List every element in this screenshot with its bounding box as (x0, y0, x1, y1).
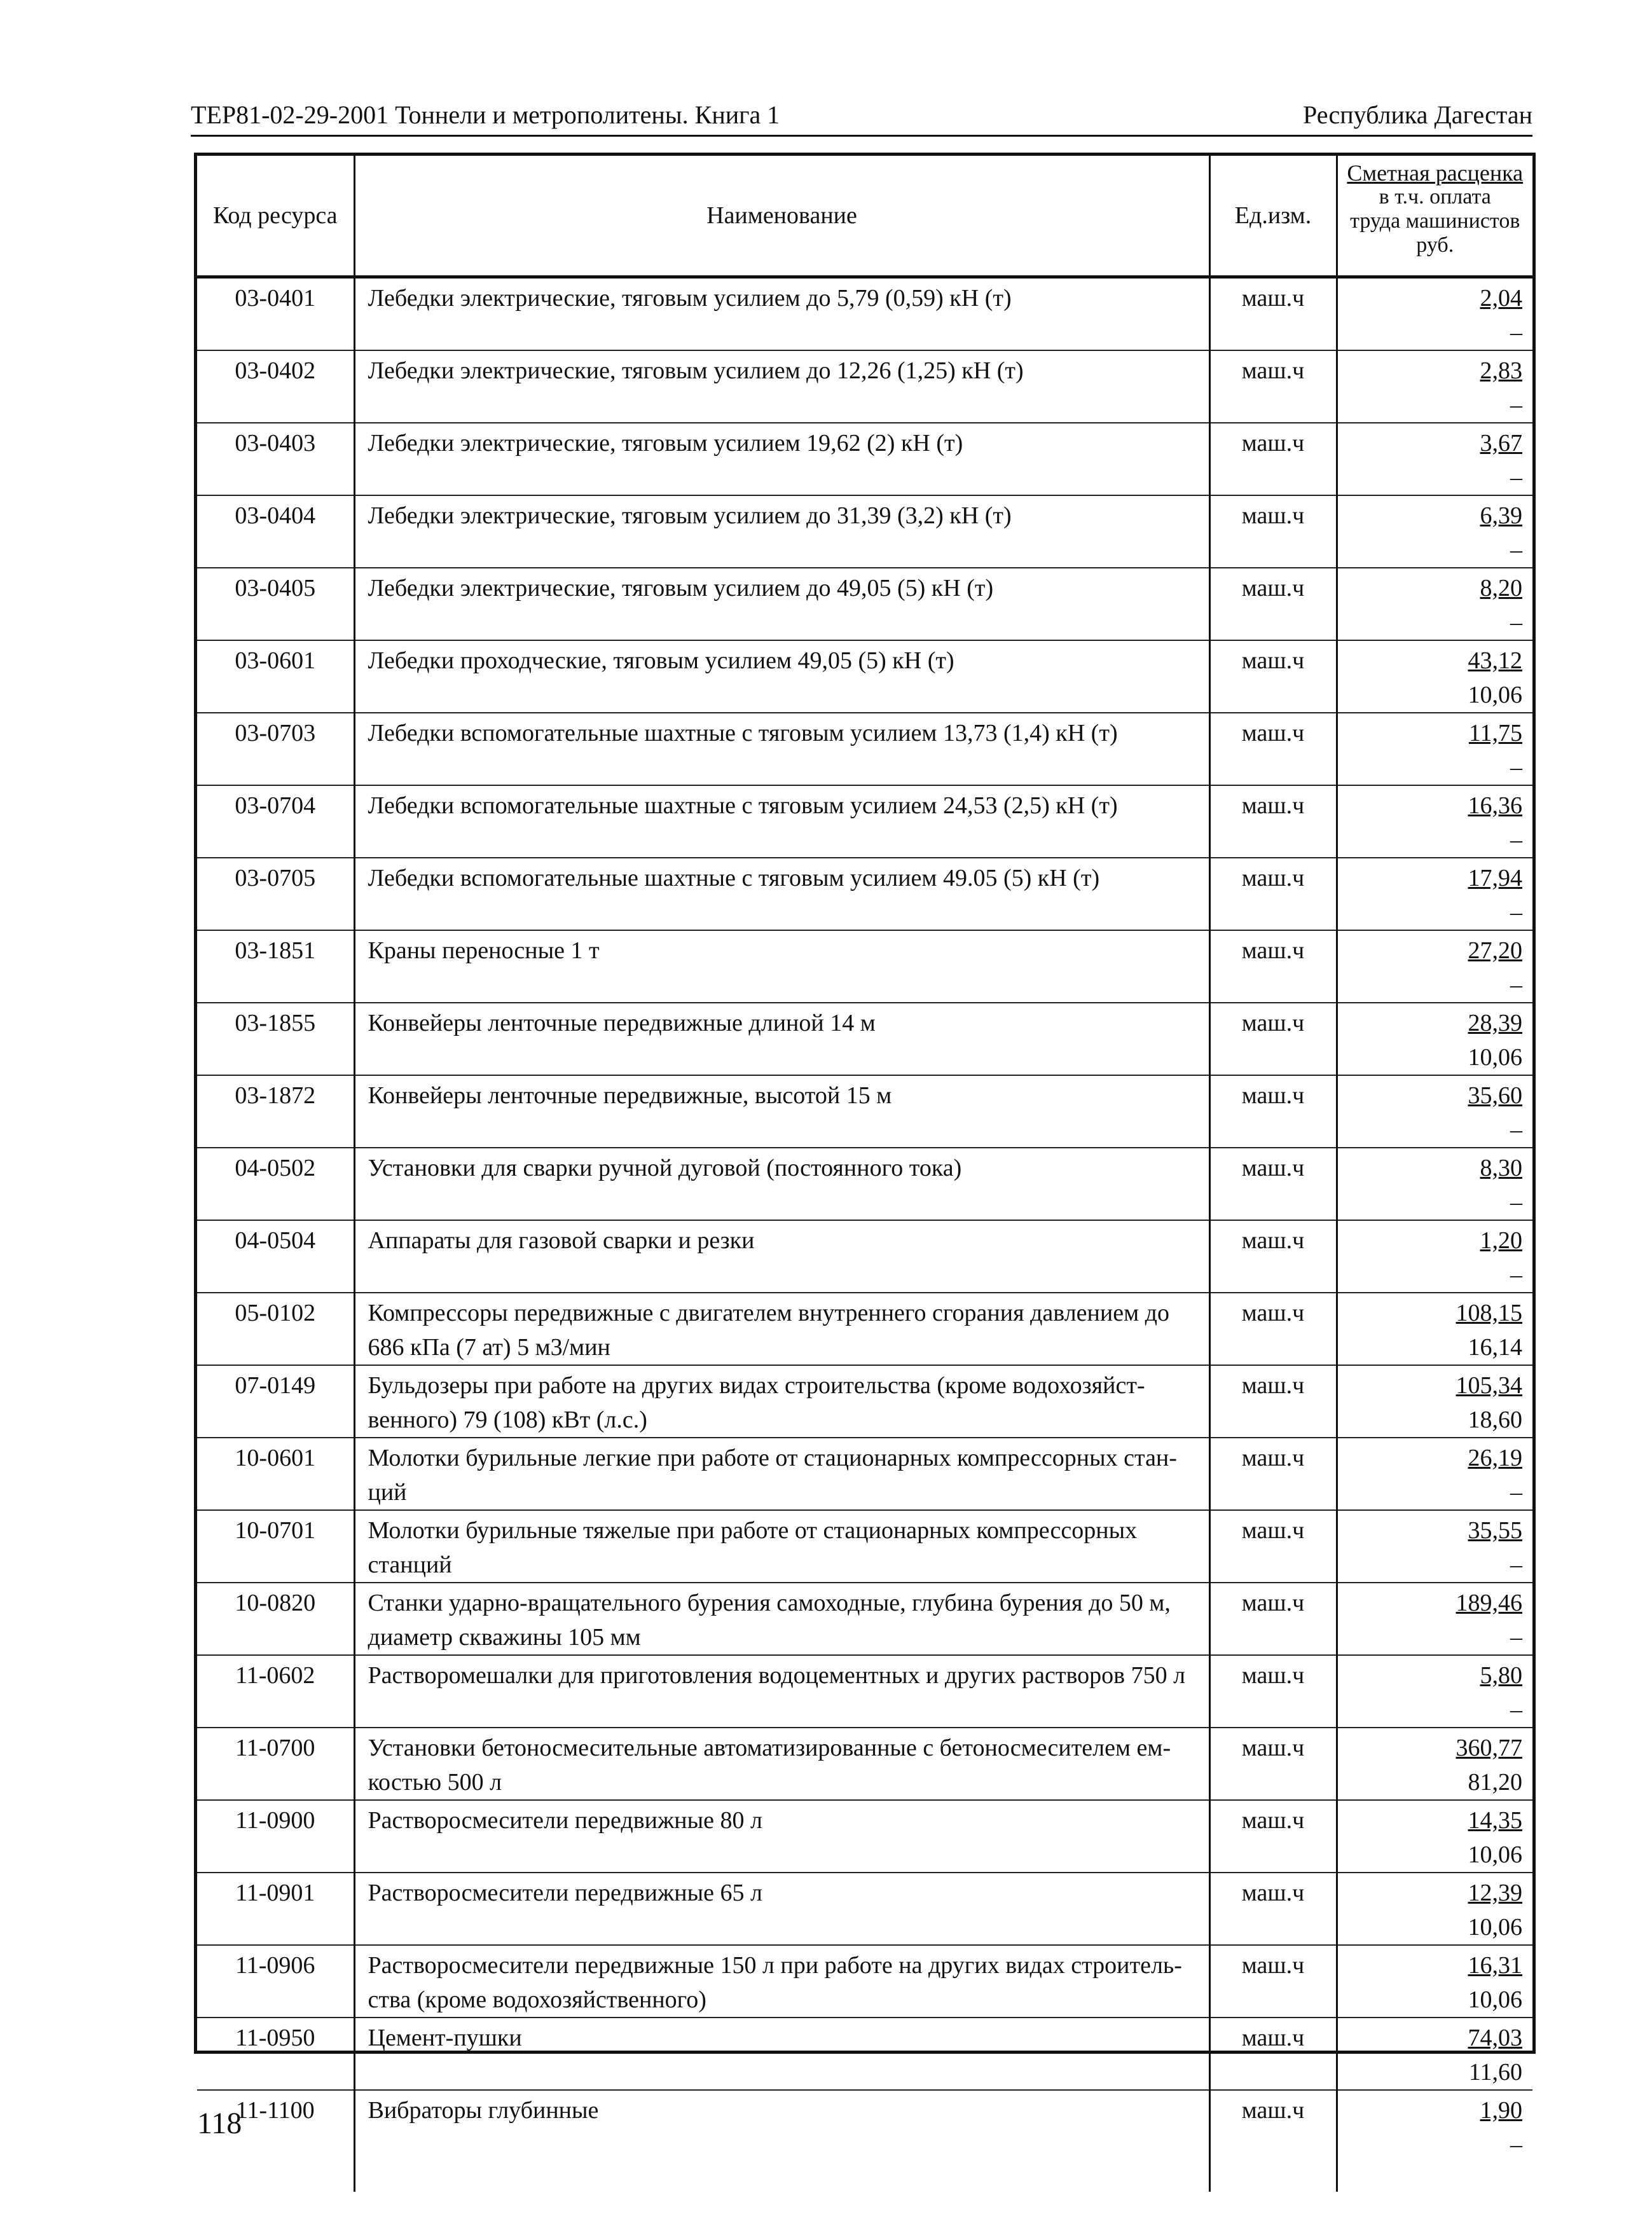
table-row (197, 495, 1532, 568)
unit-cell: маш.ч (1209, 1800, 1337, 1873)
price-cell (1337, 1728, 1532, 1800)
page-header (191, 95, 1532, 137)
operator-labor-cost: – (1510, 1479, 1522, 1506)
unit-cell: маш.ч (1209, 1438, 1337, 1510)
operator-labor-cost: 81,20 (1468, 1769, 1522, 1796)
estimated-price: 28,39 (1468, 1010, 1522, 1036)
unit-cell: маш.ч (1209, 1583, 1337, 1655)
unit-cell: маш.ч (1209, 1148, 1337, 1220)
table-row (197, 2090, 1532, 2192)
operator-labor-cost: – (1510, 1189, 1522, 1216)
resource-code-cell: 03-0402 (197, 350, 354, 423)
column-header-price (1337, 156, 1532, 277)
table-row (197, 713, 1532, 785)
unit-cell: маш.ч (1209, 1075, 1337, 1148)
estimated-price: 108,15 (1456, 1300, 1522, 1326)
table-row (197, 858, 1532, 930)
estimated-price: 16,31 (1468, 1952, 1522, 1979)
table-row (197, 785, 1532, 858)
estimated-price: 360,77 (1456, 1735, 1522, 1761)
operator-labor-cost: – (1510, 899, 1522, 926)
price-cell (1337, 1220, 1532, 1293)
price-cell (1337, 930, 1532, 1003)
resource-code-cell: 10-0601 (197, 1438, 354, 1510)
resource-code-cell: 11-0901 (197, 1873, 354, 1945)
estimated-price: 2,04 (1480, 285, 1522, 312)
table-row (197, 350, 1532, 423)
unit-cell: маш.ч (1209, 2018, 1337, 2090)
price-cell (1337, 1148, 1532, 1220)
operator-labor-cost: 10,06 (1468, 1841, 1522, 1868)
resource-code-cell: 11-0950 (197, 2018, 354, 2090)
operator-labor-cost: – (1510, 1262, 1522, 1288)
resource-name-cell: Установки бетоносмесительные автоматизированные с бетоносмесителем ем-костью 500 л (354, 1728, 1209, 1800)
operator-labor-cost: 11,60 (1468, 2059, 1522, 2086)
page-number: 118 (197, 2107, 242, 2140)
price-header-line2: в т.ч. оплата (1379, 185, 1491, 209)
estimated-price: 35,60 (1468, 1082, 1522, 1109)
resource-name-cell: Вибраторы глубинные (354, 2090, 1209, 2192)
estimated-price: 2,83 (1480, 357, 1522, 384)
estimated-price: 74,03 (1468, 2025, 1522, 2051)
column-header-code: Код ресурса (197, 156, 354, 277)
price-cell (1337, 1293, 1532, 1365)
estimated-price: 3,67 (1480, 430, 1522, 457)
table-row (197, 423, 1532, 495)
unit-cell: маш.ч (1209, 785, 1337, 858)
price-cell (1337, 1075, 1532, 1148)
table-row (197, 640, 1532, 713)
resource-name-cell: Компрессоры передвижные с двигателем внутреннего сгорания давлением до 686 кПа (7 ат) 5 м3/мин (354, 1293, 1209, 1365)
resource-name-cell: Лебедки вспомогательные шахтные с тяговым усилием 49.05 (5) кН (т) (354, 858, 1209, 930)
estimated-price: 43,12 (1468, 647, 1522, 674)
price-cell (1337, 858, 1532, 930)
price-header-line3: труда машинистов (1350, 209, 1520, 233)
estimated-price: 35,55 (1468, 1517, 1522, 1544)
estimated-price: 27,20 (1468, 937, 1522, 964)
resource-code-cell: 03-0601 (197, 640, 354, 713)
operator-labor-cost: – (1510, 1117, 1522, 1143)
resource-name-cell: Станки ударно-вращательного бурения самоходные, глубина бурения до 50 м, диаметр скважины 105 мм (354, 1583, 1209, 1655)
price-cell (1337, 1873, 1532, 1945)
price-cell (1337, 2018, 1532, 2090)
operator-labor-cost: 10,06 (1468, 1986, 1522, 2013)
estimated-price: 8,20 (1480, 575, 1522, 602)
unit-cell: маш.ч (1209, 568, 1337, 640)
resource-name-cell: Лебедки проходческие, тяговым усилием 49,05 (5) кН (т) (354, 640, 1209, 713)
operator-labor-cost: – (1510, 392, 1522, 418)
price-cell (1337, 1510, 1532, 1583)
estimated-price: 16,36 (1468, 792, 1522, 819)
resource-name-cell: Конвейеры ленточные передвижные, высотой 15 м (354, 1075, 1209, 1148)
resource-code-cell: 05-0102 (197, 1293, 354, 1365)
price-cell (1337, 713, 1532, 785)
operator-labor-cost: 10,06 (1468, 1044, 1522, 1071)
resource-name-cell: Растворосмесители передвижные 65 л (354, 1873, 1209, 1945)
estimated-price: 1,90 (1480, 2097, 1522, 2124)
operator-labor-cost: 18,60 (1468, 1406, 1522, 1433)
table-row (197, 1365, 1532, 1438)
estimated-price: 6,39 (1480, 502, 1522, 529)
table-row (197, 1800, 1532, 1873)
unit-cell: маш.ч (1209, 713, 1337, 785)
operator-labor-cost: 10,06 (1468, 682, 1522, 708)
price-cell (1337, 1655, 1532, 1728)
price-cell (1337, 785, 1532, 858)
unit-cell: маш.ч (1209, 858, 1337, 930)
resource-name-cell: Лебедки электрические, тяговым усилием до 49,05 (5) кН (т) (354, 568, 1209, 640)
operator-labor-cost: – (1510, 319, 1522, 346)
price-cell (1337, 1003, 1532, 1075)
estimated-price: 105,34 (1456, 1372, 1522, 1399)
price-cell (1337, 2090, 1532, 2192)
price-header-line1: Сметная расценка (1347, 160, 1524, 186)
operator-labor-cost: – (1510, 1551, 1522, 1578)
resource-name-cell: Цемент-пушки (354, 2018, 1209, 2090)
resource-name-cell: Растворомешалки для приготовления водоцементных и других растворов 750 л (354, 1655, 1209, 1728)
resource-name-cell: Бульдозеры при работе на других видах строительства (кроме водохозяйст-венного) 79 (108) кВт (л.с.) (354, 1365, 1209, 1438)
table-row (197, 930, 1532, 1003)
table-header-row (197, 156, 1532, 277)
resource-code-cell: 10-0701 (197, 1510, 354, 1583)
resource-name-cell: Растворосмесители передвижные 80 л (354, 1800, 1209, 1873)
resource-name-cell: Аппараты для газовой сварки и резки (354, 1220, 1209, 1293)
resource-name-cell: Установки для сварки ручной дуговой (постоянного тока) (354, 1148, 1209, 1220)
table-row (197, 1148, 1532, 1220)
resource-code-cell: 03-0403 (197, 423, 354, 495)
estimated-price: 12,39 (1468, 1880, 1522, 1906)
resource-name-cell: Лебедки вспомогательные шахтные с тяговым усилием 24,53 (2,5) кН (т) (354, 785, 1209, 858)
resource-name-cell: Краны переносные 1 т (354, 930, 1209, 1003)
estimated-price: 5,80 (1480, 1662, 1522, 1689)
table-row (197, 1728, 1532, 1800)
table-row (197, 568, 1532, 640)
column-header-name: Наименование (354, 156, 1209, 277)
estimated-price: 26,19 (1468, 1445, 1522, 1471)
operator-labor-cost: – (1510, 537, 1522, 563)
table-row (197, 1873, 1532, 1945)
document-title: ТЕР81-02-29-2001 Тоннели и метрополитены. Книга 1 (191, 100, 780, 129)
operator-labor-cost: – (1510, 2131, 1522, 2158)
operator-labor-cost: – (1510, 464, 1522, 491)
resource-code-cell: 10-0820 (197, 1583, 354, 1655)
resource-name-cell: Лебедки вспомогательные шахтные с тяговым усилием 13,73 (1,4) кН (т) (354, 713, 1209, 785)
price-cell (1337, 640, 1532, 713)
unit-cell: маш.ч (1209, 1655, 1337, 1728)
operator-labor-cost: – (1510, 1696, 1522, 1723)
price-cell (1337, 1438, 1532, 1510)
resource-code-cell: 11-0602 (197, 1655, 354, 1728)
unit-cell: маш.ч (1209, 1220, 1337, 1293)
table-row (197, 1075, 1532, 1148)
table-row (197, 1438, 1532, 1510)
unit-cell: маш.ч (1209, 640, 1337, 713)
table-row (197, 1583, 1532, 1655)
operator-labor-cost: 16,14 (1468, 1334, 1522, 1361)
resource-code-cell: 11-0700 (197, 1728, 354, 1800)
resource-name-cell: Растворосмесители передвижные 150 л при работе на других видах строитель-ства (кроме водохозяйственного) (354, 1945, 1209, 2018)
unit-cell: маш.ч (1209, 277, 1337, 351)
resource-name-cell: Конвейеры ленточные передвижные длиной 14 м (354, 1003, 1209, 1075)
resource-code-cell: 07-0149 (197, 1365, 354, 1438)
operator-labor-cost: – (1510, 827, 1522, 853)
unit-cell: маш.ч (1209, 1293, 1337, 1365)
unit-cell: маш.ч (1209, 1728, 1337, 1800)
resource-name-cell: Лебедки электрические, тяговым усилием до 5,79 (0,59) кН (т) (354, 277, 1209, 351)
column-header-unit: Ед.изм. (1209, 156, 1337, 277)
operator-labor-cost: – (1510, 609, 1522, 636)
resource-code-cell: 03-0405 (197, 568, 354, 640)
estimated-price: 8,30 (1480, 1155, 1522, 1181)
operator-labor-cost: – (1510, 972, 1522, 998)
operator-labor-cost: – (1510, 1624, 1522, 1651)
resource-code-cell: 03-0401 (197, 277, 354, 351)
price-cell (1337, 495, 1532, 568)
table-row (197, 277, 1532, 351)
region-name: Республика Дагестан (1303, 100, 1532, 129)
table-row (197, 1003, 1532, 1075)
table-row (197, 1945, 1532, 2018)
resource-code-cell: 03-0703 (197, 713, 354, 785)
resource-code-cell: 11-0906 (197, 1945, 354, 2018)
unit-cell: маш.ч (1209, 2090, 1337, 2192)
table-row (197, 1220, 1532, 1293)
resource-code-cell: 03-1872 (197, 1075, 354, 1148)
unit-cell: маш.ч (1209, 1945, 1337, 2018)
price-cell (1337, 1365, 1532, 1438)
operator-labor-cost: – (1510, 754, 1522, 781)
price-cell (1337, 1945, 1532, 2018)
resource-name-cell: Молотки бурильные тяжелые при работе от стационарных компрессорных станций (354, 1510, 1209, 1583)
price-cell (1337, 1800, 1532, 1873)
resource-code-cell: 03-0704 (197, 785, 354, 858)
table-row (197, 1655, 1532, 1728)
resource-name-cell: Лебедки электрические, тяговым усилием до 12,26 (1,25) кН (т) (354, 350, 1209, 423)
estimated-price: 189,46 (1456, 1590, 1522, 1616)
resource-code-cell: 03-1851 (197, 930, 354, 1003)
unit-cell: маш.ч (1209, 423, 1337, 495)
estimated-price: 17,94 (1468, 865, 1522, 891)
price-cell (1337, 423, 1532, 495)
price-cell (1337, 277, 1532, 351)
resource-code-cell: 11-1100 (197, 2090, 354, 2192)
resource-code-cell: 03-1855 (197, 1003, 354, 1075)
unit-cell: маш.ч (1209, 350, 1337, 423)
price-cell (1337, 1583, 1532, 1655)
unit-cell: маш.ч (1209, 930, 1337, 1003)
resource-code-cell: 04-0504 (197, 1220, 354, 1293)
table-row (197, 2018, 1532, 2090)
estimated-price: 14,35 (1468, 1807, 1522, 1834)
resource-code-cell: 11-0900 (197, 1800, 354, 1873)
table-body (197, 277, 1532, 2192)
price-cell (1337, 568, 1532, 640)
resource-code-cell: 03-0404 (197, 495, 354, 568)
resource-name-cell: Лебедки электрические, тяговым усилием 19,62 (2) кН (т) (354, 423, 1209, 495)
price-table (197, 156, 1532, 2192)
unit-cell: маш.ч (1209, 1003, 1337, 1075)
resource-code-cell: 03-0705 (197, 858, 354, 930)
unit-cell: маш.ч (1209, 1510, 1337, 1583)
operator-labor-cost: 10,06 (1468, 1914, 1522, 1941)
table-row (197, 1510, 1532, 1583)
table-row (197, 1293, 1532, 1365)
unit-cell: маш.ч (1209, 495, 1337, 568)
resource-code-cell: 04-0502 (197, 1148, 354, 1220)
estimated-price: 11,75 (1468, 720, 1522, 746)
unit-cell: маш.ч (1209, 1873, 1337, 1945)
price-cell (1337, 350, 1532, 423)
resource-name-cell: Молотки бурильные легкие при работе от стационарных компрессорных стан-ций (354, 1438, 1209, 1510)
resource-name-cell: Лебедки электрические, тяговым усилием до 31,39 (3,2) кН (т) (354, 495, 1209, 568)
estimated-price: 1,20 (1480, 1227, 1522, 1254)
price-header-line4: руб. (1416, 233, 1454, 257)
unit-cell: маш.ч (1209, 1365, 1337, 1438)
